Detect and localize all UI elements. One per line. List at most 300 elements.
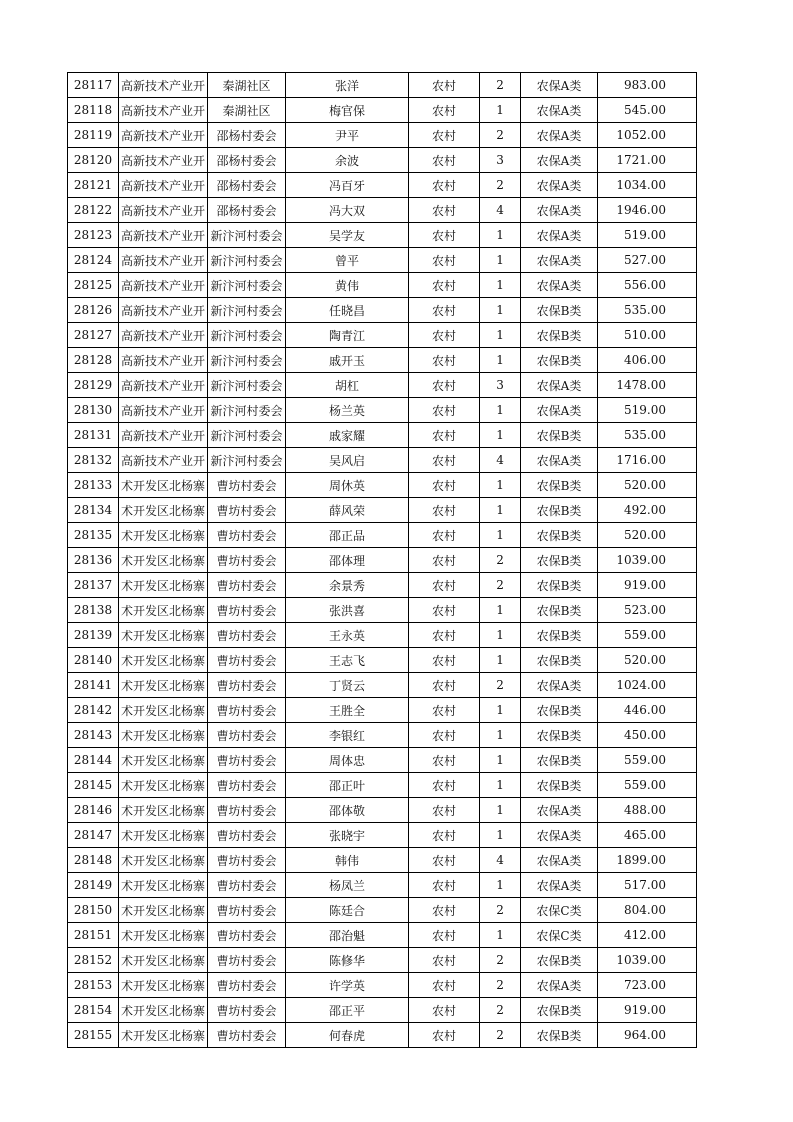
insurance-category-cell: 农保B类 [521, 298, 598, 323]
amount-cell: 1478.00 [598, 373, 697, 398]
district-cell: 高新技术产业开 [119, 148, 208, 173]
member-count-cell: 1 [480, 323, 521, 348]
row-id-cell: 28153 [68, 973, 119, 998]
member-count-cell: 1 [480, 748, 521, 773]
household-type-cell: 农村 [409, 923, 480, 948]
row-id-cell: 28131 [68, 423, 119, 448]
community-cell: 新汴河村委会 [208, 223, 286, 248]
table-body [68, 73, 697, 1048]
row-id-cell: 28145 [68, 773, 119, 798]
table-row [68, 598, 697, 623]
insurance-category-cell: 农保A类 [521, 173, 598, 198]
member-count-cell: 2 [480, 573, 521, 598]
member-count-cell: 2 [480, 123, 521, 148]
table-row [68, 423, 697, 448]
insurance-category-cell: 农保B类 [521, 623, 598, 648]
household-type-cell: 农村 [409, 673, 480, 698]
insurance-category-cell: 农保A类 [521, 273, 598, 298]
person-name-cell: 王永英 [286, 623, 409, 648]
member-count-cell: 2 [480, 548, 521, 573]
row-id-cell: 28139 [68, 623, 119, 648]
table-row [68, 98, 697, 123]
table-row [68, 123, 697, 148]
amount-cell: 804.00 [598, 898, 697, 923]
district-cell: 高新技术产业开 [119, 273, 208, 298]
person-name-cell: 吴风启 [286, 448, 409, 473]
member-count-cell: 2 [480, 898, 521, 923]
insurance-category-cell: 农保A类 [521, 398, 598, 423]
amount-cell: 535.00 [598, 298, 697, 323]
row-id-cell: 28121 [68, 173, 119, 198]
member-count-cell: 1 [480, 473, 521, 498]
table-row [68, 498, 697, 523]
community-cell: 新汴河村委会 [208, 398, 286, 423]
row-id-cell: 28122 [68, 198, 119, 223]
table-row [68, 648, 697, 673]
person-name-cell: 胡杠 [286, 373, 409, 398]
community-cell: 新汴河村委会 [208, 323, 286, 348]
person-name-cell: 黄伟 [286, 273, 409, 298]
community-cell: 曹坊村委会 [208, 823, 286, 848]
amount-cell: 559.00 [598, 748, 697, 773]
person-name-cell: 邵正平 [286, 998, 409, 1023]
row-id-cell: 28151 [68, 923, 119, 948]
community-cell: 曹坊村委会 [208, 623, 286, 648]
community-cell: 曹坊村委会 [208, 873, 286, 898]
insurance-category-cell: 农保A类 [521, 973, 598, 998]
household-type-cell: 农村 [409, 173, 480, 198]
person-name-cell: 何春虎 [286, 1023, 409, 1048]
district-cell: 术开发区北杨寨 [119, 598, 208, 623]
amount-cell: 1899.00 [598, 848, 697, 873]
household-type-cell: 农村 [409, 73, 480, 98]
household-type-cell: 农村 [409, 823, 480, 848]
table-row [68, 373, 697, 398]
insurance-category-cell: 农保B类 [521, 573, 598, 598]
table-row [68, 623, 697, 648]
person-name-cell: 丁贤云 [286, 673, 409, 698]
member-count-cell: 1 [480, 648, 521, 673]
insurance-category-cell: 农保B类 [521, 598, 598, 623]
member-count-cell: 1 [480, 723, 521, 748]
district-cell: 术开发区北杨寨 [119, 973, 208, 998]
insurance-category-cell: 农保B类 [521, 948, 598, 973]
community-cell: 新汴河村委会 [208, 448, 286, 473]
table-row [68, 198, 697, 223]
amount-cell: 492.00 [598, 498, 697, 523]
row-id-cell: 28146 [68, 798, 119, 823]
amount-cell: 520.00 [598, 523, 697, 548]
person-name-cell: 邵正品 [286, 523, 409, 548]
amount-cell: 488.00 [598, 798, 697, 823]
member-count-cell: 1 [480, 298, 521, 323]
household-type-cell: 农村 [409, 748, 480, 773]
row-id-cell: 28133 [68, 473, 119, 498]
person-name-cell: 邵治魁 [286, 923, 409, 948]
insurance-category-cell: 农保A类 [521, 98, 598, 123]
row-id-cell: 28135 [68, 523, 119, 548]
table-row [68, 973, 697, 998]
insurance-category-cell: 农保B类 [521, 548, 598, 573]
district-cell: 高新技术产业开 [119, 73, 208, 98]
household-type-cell: 农村 [409, 998, 480, 1023]
amount-cell: 519.00 [598, 398, 697, 423]
person-name-cell: 杨兰英 [286, 398, 409, 423]
amount-cell: 1721.00 [598, 148, 697, 173]
member-count-cell: 3 [480, 148, 521, 173]
row-id-cell: 28150 [68, 898, 119, 923]
district-cell: 术开发区北杨寨 [119, 723, 208, 748]
community-cell: 曹坊村委会 [208, 723, 286, 748]
district-cell: 高新技术产业开 [119, 423, 208, 448]
district-cell: 术开发区北杨寨 [119, 623, 208, 648]
household-type-cell: 农村 [409, 973, 480, 998]
table-row [68, 673, 697, 698]
community-cell: 曹坊村委会 [208, 998, 286, 1023]
row-id-cell: 28127 [68, 323, 119, 348]
row-id-cell: 28117 [68, 73, 119, 98]
member-count-cell: 2 [480, 673, 521, 698]
amount-cell: 527.00 [598, 248, 697, 273]
community-cell: 邵杨村委会 [208, 148, 286, 173]
amount-cell: 406.00 [598, 348, 697, 373]
community-cell: 曹坊村委会 [208, 548, 286, 573]
table-row [68, 148, 697, 173]
community-cell: 邵杨村委会 [208, 198, 286, 223]
district-cell: 术开发区北杨寨 [119, 573, 208, 598]
amount-cell: 523.00 [598, 598, 697, 623]
member-count-cell: 2 [480, 73, 521, 98]
district-cell: 术开发区北杨寨 [119, 798, 208, 823]
person-name-cell: 陶青江 [286, 323, 409, 348]
community-cell: 曹坊村委会 [208, 523, 286, 548]
community-cell: 新汴河村委会 [208, 373, 286, 398]
community-cell: 新汴河村委会 [208, 348, 286, 373]
row-id-cell: 28142 [68, 698, 119, 723]
person-name-cell: 余景秀 [286, 573, 409, 598]
household-type-cell: 农村 [409, 848, 480, 873]
member-count-cell: 1 [480, 523, 521, 548]
person-name-cell: 张洋 [286, 73, 409, 98]
household-type-cell: 农村 [409, 898, 480, 923]
household-type-cell: 农村 [409, 373, 480, 398]
insurance-category-cell: 农保A类 [521, 798, 598, 823]
district-cell: 高新技术产业开 [119, 198, 208, 223]
insurance-category-cell: 农保A类 [521, 148, 598, 173]
district-cell: 术开发区北杨寨 [119, 773, 208, 798]
member-count-cell: 1 [480, 273, 521, 298]
amount-cell: 535.00 [598, 423, 697, 448]
table-row [68, 348, 697, 373]
household-type-cell: 农村 [409, 398, 480, 423]
person-name-cell: 张晓宇 [286, 823, 409, 848]
row-id-cell: 28137 [68, 573, 119, 598]
person-name-cell: 陈廷合 [286, 898, 409, 923]
district-cell: 高新技术产业开 [119, 323, 208, 348]
table-row [68, 873, 697, 898]
table-row [68, 398, 697, 423]
insurance-category-cell: 农保A类 [521, 123, 598, 148]
district-cell: 术开发区北杨寨 [119, 1023, 208, 1048]
district-cell: 术开发区北杨寨 [119, 748, 208, 773]
row-id-cell: 28140 [68, 648, 119, 673]
community-cell: 曹坊村委会 [208, 698, 286, 723]
table-row [68, 898, 697, 923]
household-type-cell: 农村 [409, 623, 480, 648]
household-type-cell: 农村 [409, 573, 480, 598]
district-cell: 高新技术产业开 [119, 123, 208, 148]
person-name-cell: 张洪喜 [286, 598, 409, 623]
person-name-cell: 尹平 [286, 123, 409, 148]
amount-cell: 919.00 [598, 998, 697, 1023]
amount-cell: 520.00 [598, 473, 697, 498]
member-count-cell: 1 [480, 823, 521, 848]
insurance-category-cell: 农保B类 [521, 498, 598, 523]
community-cell: 新汴河村委会 [208, 298, 286, 323]
insurance-category-cell: 农保A类 [521, 873, 598, 898]
amount-cell: 465.00 [598, 823, 697, 848]
community-cell: 曹坊村委会 [208, 1023, 286, 1048]
table-row [68, 998, 697, 1023]
person-name-cell: 陈修华 [286, 948, 409, 973]
household-type-cell: 农村 [409, 723, 480, 748]
person-name-cell: 余波 [286, 148, 409, 173]
row-id-cell: 28136 [68, 548, 119, 573]
person-name-cell: 王志飞 [286, 648, 409, 673]
table-row [68, 748, 697, 773]
member-count-cell: 1 [480, 773, 521, 798]
community-cell: 秦湖社区 [208, 98, 286, 123]
household-type-cell: 农村 [409, 198, 480, 223]
person-name-cell: 任晓昌 [286, 298, 409, 323]
table-row [68, 1023, 697, 1048]
row-id-cell: 28152 [68, 948, 119, 973]
member-count-cell: 2 [480, 948, 521, 973]
amount-cell: 450.00 [598, 723, 697, 748]
row-id-cell: 28130 [68, 398, 119, 423]
insurance-category-cell: 农保C类 [521, 923, 598, 948]
amount-cell: 1039.00 [598, 548, 697, 573]
person-name-cell: 冯百牙 [286, 173, 409, 198]
table-row [68, 248, 697, 273]
household-type-cell: 农村 [409, 698, 480, 723]
community-cell: 曹坊村委会 [208, 923, 286, 948]
row-id-cell: 28129 [68, 373, 119, 398]
member-count-cell: 1 [480, 873, 521, 898]
member-count-cell: 2 [480, 1023, 521, 1048]
amount-cell: 983.00 [598, 73, 697, 98]
row-id-cell: 28123 [68, 223, 119, 248]
row-id-cell: 28132 [68, 448, 119, 473]
table-row [68, 923, 697, 948]
community-cell: 曹坊村委会 [208, 773, 286, 798]
member-count-cell: 1 [480, 923, 521, 948]
person-name-cell: 戚家耀 [286, 423, 409, 448]
insurance-category-cell: 农保B类 [521, 748, 598, 773]
community-cell: 曹坊村委会 [208, 973, 286, 998]
table-row [68, 298, 697, 323]
row-id-cell: 28138 [68, 598, 119, 623]
district-cell: 高新技术产业开 [119, 248, 208, 273]
amount-cell: 520.00 [598, 648, 697, 673]
household-type-cell: 农村 [409, 523, 480, 548]
district-cell: 高新技术产业开 [119, 398, 208, 423]
insurance-category-cell: 农保A类 [521, 448, 598, 473]
table-row [68, 548, 697, 573]
insurance-category-cell: 农保A类 [521, 223, 598, 248]
row-id-cell: 28126 [68, 298, 119, 323]
household-type-cell: 农村 [409, 798, 480, 823]
table-row [68, 323, 697, 348]
member-count-cell: 1 [480, 398, 521, 423]
household-type-cell: 农村 [409, 348, 480, 373]
amount-cell: 1716.00 [598, 448, 697, 473]
household-type-cell: 农村 [409, 948, 480, 973]
community-cell: 曹坊村委会 [208, 473, 286, 498]
household-type-cell: 农村 [409, 223, 480, 248]
amount-cell: 723.00 [598, 973, 697, 998]
amount-cell: 1946.00 [598, 198, 697, 223]
roster-table [67, 72, 697, 1048]
person-name-cell: 李银红 [286, 723, 409, 748]
row-id-cell: 28134 [68, 498, 119, 523]
amount-cell: 510.00 [598, 323, 697, 348]
row-id-cell: 28155 [68, 1023, 119, 1048]
district-cell: 高新技术产业开 [119, 173, 208, 198]
person-name-cell: 周体忠 [286, 748, 409, 773]
district-cell: 术开发区北杨寨 [119, 698, 208, 723]
community-cell: 曹坊村委会 [208, 673, 286, 698]
amount-cell: 559.00 [598, 773, 697, 798]
member-count-cell: 4 [480, 198, 521, 223]
district-cell: 高新技术产业开 [119, 298, 208, 323]
district-cell: 术开发区北杨寨 [119, 498, 208, 523]
community-cell: 邵杨村委会 [208, 123, 286, 148]
insurance-category-cell: 农保B类 [521, 523, 598, 548]
table-row [68, 273, 697, 298]
table-row [68, 798, 697, 823]
insurance-category-cell: 农保A类 [521, 848, 598, 873]
table-row [68, 773, 697, 798]
person-name-cell: 邵正叶 [286, 773, 409, 798]
insurance-category-cell: 农保A类 [521, 73, 598, 98]
household-type-cell: 农村 [409, 773, 480, 798]
insurance-category-cell: 农保A类 [521, 673, 598, 698]
household-type-cell: 农村 [409, 123, 480, 148]
household-type-cell: 农村 [409, 273, 480, 298]
district-cell: 术开发区北杨寨 [119, 998, 208, 1023]
community-cell: 曹坊村委会 [208, 648, 286, 673]
community-cell: 曹坊村委会 [208, 948, 286, 973]
household-type-cell: 农村 [409, 598, 480, 623]
person-name-cell: 杨凤兰 [286, 873, 409, 898]
member-count-cell: 1 [480, 98, 521, 123]
district-cell: 术开发区北杨寨 [119, 548, 208, 573]
amount-cell: 1039.00 [598, 948, 697, 973]
person-name-cell: 韩伟 [286, 848, 409, 873]
table-row [68, 473, 697, 498]
amount-cell: 412.00 [598, 923, 697, 948]
community-cell: 新汴河村委会 [208, 273, 286, 298]
member-count-cell: 4 [480, 448, 521, 473]
row-id-cell: 28144 [68, 748, 119, 773]
district-cell: 术开发区北杨寨 [119, 673, 208, 698]
district-cell: 高新技术产业开 [119, 448, 208, 473]
household-type-cell: 农村 [409, 548, 480, 573]
amount-cell: 519.00 [598, 223, 697, 248]
insurance-category-cell: 农保B类 [521, 348, 598, 373]
member-count-cell: 1 [480, 798, 521, 823]
community-cell: 曹坊村委会 [208, 848, 286, 873]
person-name-cell: 冯大双 [286, 198, 409, 223]
household-type-cell: 农村 [409, 248, 480, 273]
household-type-cell: 农村 [409, 423, 480, 448]
community-cell: 曹坊村委会 [208, 573, 286, 598]
community-cell: 曹坊村委会 [208, 798, 286, 823]
amount-cell: 1052.00 [598, 123, 697, 148]
district-cell: 术开发区北杨寨 [119, 648, 208, 673]
member-count-cell: 2 [480, 973, 521, 998]
table-row [68, 848, 697, 873]
amount-cell: 556.00 [598, 273, 697, 298]
district-cell: 术开发区北杨寨 [119, 873, 208, 898]
table-row [68, 698, 697, 723]
row-id-cell: 28124 [68, 248, 119, 273]
person-name-cell: 周休英 [286, 473, 409, 498]
insurance-category-cell: 农保B类 [521, 648, 598, 673]
insurance-category-cell: 农保B类 [521, 723, 598, 748]
insurance-category-cell: 农保B类 [521, 1023, 598, 1048]
district-cell: 术开发区北杨寨 [119, 523, 208, 548]
member-count-cell: 1 [480, 623, 521, 648]
member-count-cell: 4 [480, 848, 521, 873]
person-name-cell: 吴学友 [286, 223, 409, 248]
community-cell: 新汴河村委会 [208, 423, 286, 448]
table-row [68, 73, 697, 98]
community-cell: 新汴河村委会 [208, 248, 286, 273]
person-name-cell: 曾平 [286, 248, 409, 273]
insurance-category-cell: 农保C类 [521, 898, 598, 923]
insurance-category-cell: 农保B类 [521, 698, 598, 723]
district-cell: 术开发区北杨寨 [119, 948, 208, 973]
insurance-category-cell: 农保B类 [521, 998, 598, 1023]
district-cell: 术开发区北杨寨 [119, 823, 208, 848]
insurance-category-cell: 农保B类 [521, 323, 598, 348]
amount-cell: 559.00 [598, 623, 697, 648]
district-cell: 高新技术产业开 [119, 348, 208, 373]
district-cell: 高新技术产业开 [119, 373, 208, 398]
table-row [68, 173, 697, 198]
member-count-cell: 1 [480, 698, 521, 723]
household-type-cell: 农村 [409, 98, 480, 123]
amount-cell: 1034.00 [598, 173, 697, 198]
row-id-cell: 28128 [68, 348, 119, 373]
insurance-category-cell: 农保A类 [521, 373, 598, 398]
district-cell: 高新技术产业开 [119, 98, 208, 123]
table-row [68, 573, 697, 598]
person-name-cell: 梅官保 [286, 98, 409, 123]
household-type-cell: 农村 [409, 323, 480, 348]
member-count-cell: 3 [480, 373, 521, 398]
row-id-cell: 28148 [68, 848, 119, 873]
person-name-cell: 王胜全 [286, 698, 409, 723]
row-id-cell: 28141 [68, 673, 119, 698]
member-count-cell: 1 [480, 498, 521, 523]
amount-cell: 517.00 [598, 873, 697, 898]
amount-cell: 919.00 [598, 573, 697, 598]
row-id-cell: 28154 [68, 998, 119, 1023]
member-count-cell: 2 [480, 173, 521, 198]
